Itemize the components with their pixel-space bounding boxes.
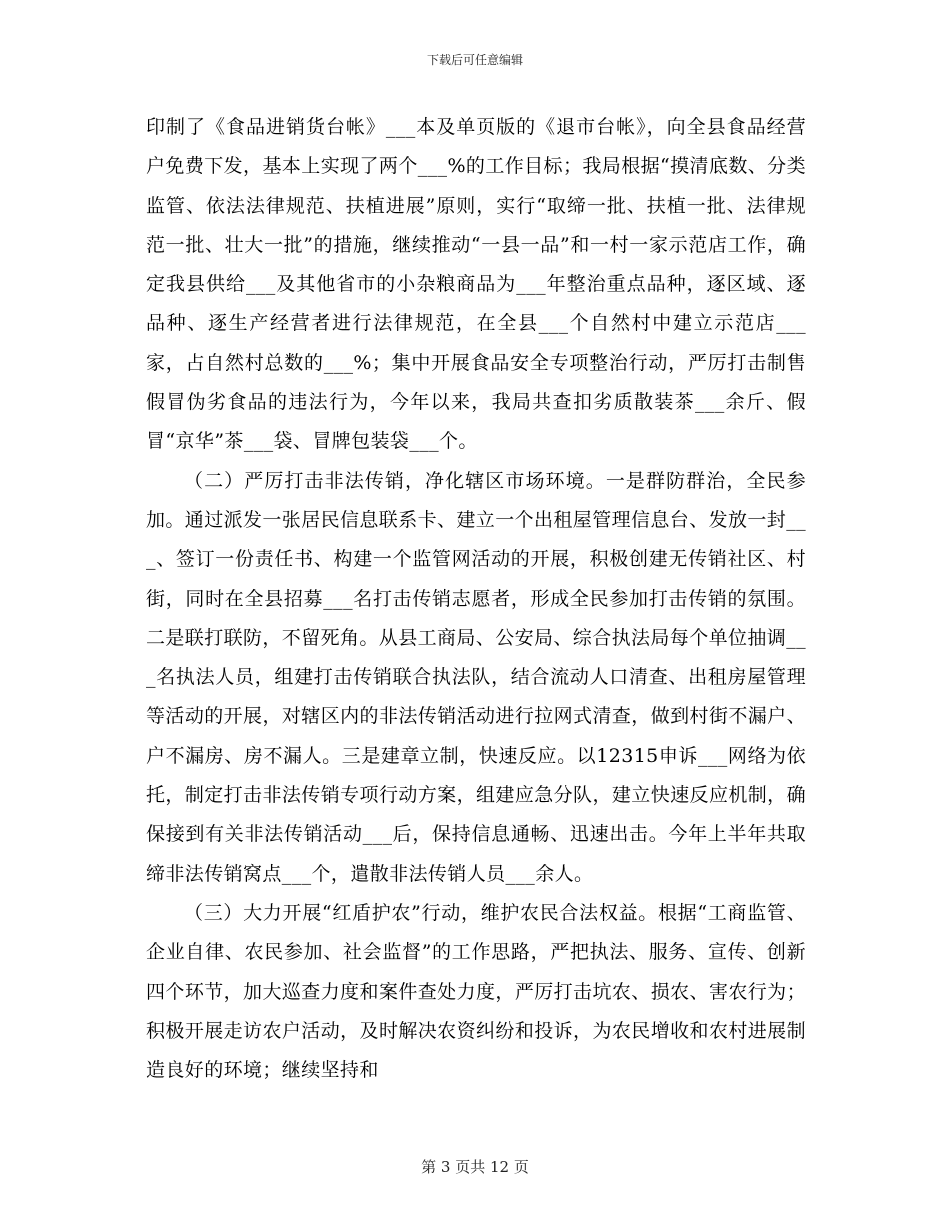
page-number: 第 3 页共 12 页 <box>421 1158 529 1176</box>
paragraph-red-shield-farmers: （三）大力开展“红盾护农”行动，维护农民合法权益。根据“工商监管、企业自律、农民参加、社会监督”的工作思路，严把执法、服务、宣传、创新四个环节，加大巡查力度和案件查处力度，严厉打击坑农、损农、害农行为；积极开展走访农户活动，及时解决农资纠纷和投诉，为农民增收和农村进展制造良好的环境；继续坚持和 <box>146 901 806 1082</box>
page-header-note: 下载后可任意编辑 <box>426 53 523 67</box>
paragraph-illegal-pyramid-selling: （二）严厉打击非法传销，净化辖区市场环境。一是群防群治，全民参加。通过派发一张居民信息联系卡、建立一个出租屋管理信息台、发放一封___、签订一份责任书、构建一个监管网活动的开展，积极创建无传销社区、村街，同时在全县招募___名打击传销志愿者，形成全民参加打击传销的氛围。二是联打联防，不留死角。从县工商局、公安局、综合执法局每个单位抽调___名执法人员，组建打击传销联合执法队，结合流动人口清查、出租房屋管理等活动的开展，对辖区内的非法传销活动进行拉网式清查，做到村街不漏户、户不漏房、房不漏人。三是建章立制，快速反应。以12315申诉___网络为依托，制定打击非法传销专项行动方案，组建应急分队，建立快速反应机制，确保接到有关非法传销活动___后，保持信息通畅、迅速出击。今年上半年共取缔非法传销窝点___个，遣散非法传销人员___余人。 <box>146 469 807 885</box>
document-body <box>146 108 806 1090</box>
paragraph-food-safety-continuation: 印制了《食品进销货台帐》___本及单页版的《退市台帐》，向全县食品经营户免费下发，基本上实现了两个___%的工作目标；我局根据“摸清底数、分类监管、依法法律规范、扶植进展”原则，实行“取缔一批、扶植一批、法律规范一批、壮大一批”的措施，继续推动“一县一品”和一村一家示范店工作，确定我县供给___及其他省市的小杂粮商品为___年整治重点品种，逐区域、逐品种、逐生产经营者进行法律规范，在全县___个自然村中建立示范店___家，占自然村总数的___%；集中开展食品安全专项整治行动，严厉打击制售假冒伪劣食品的违法行为，今年以来，我局共查扣劣质散装茶___余斤、假冒“京华”茶___袋、冒牌包装袋___个。 <box>146 116 806 453</box>
